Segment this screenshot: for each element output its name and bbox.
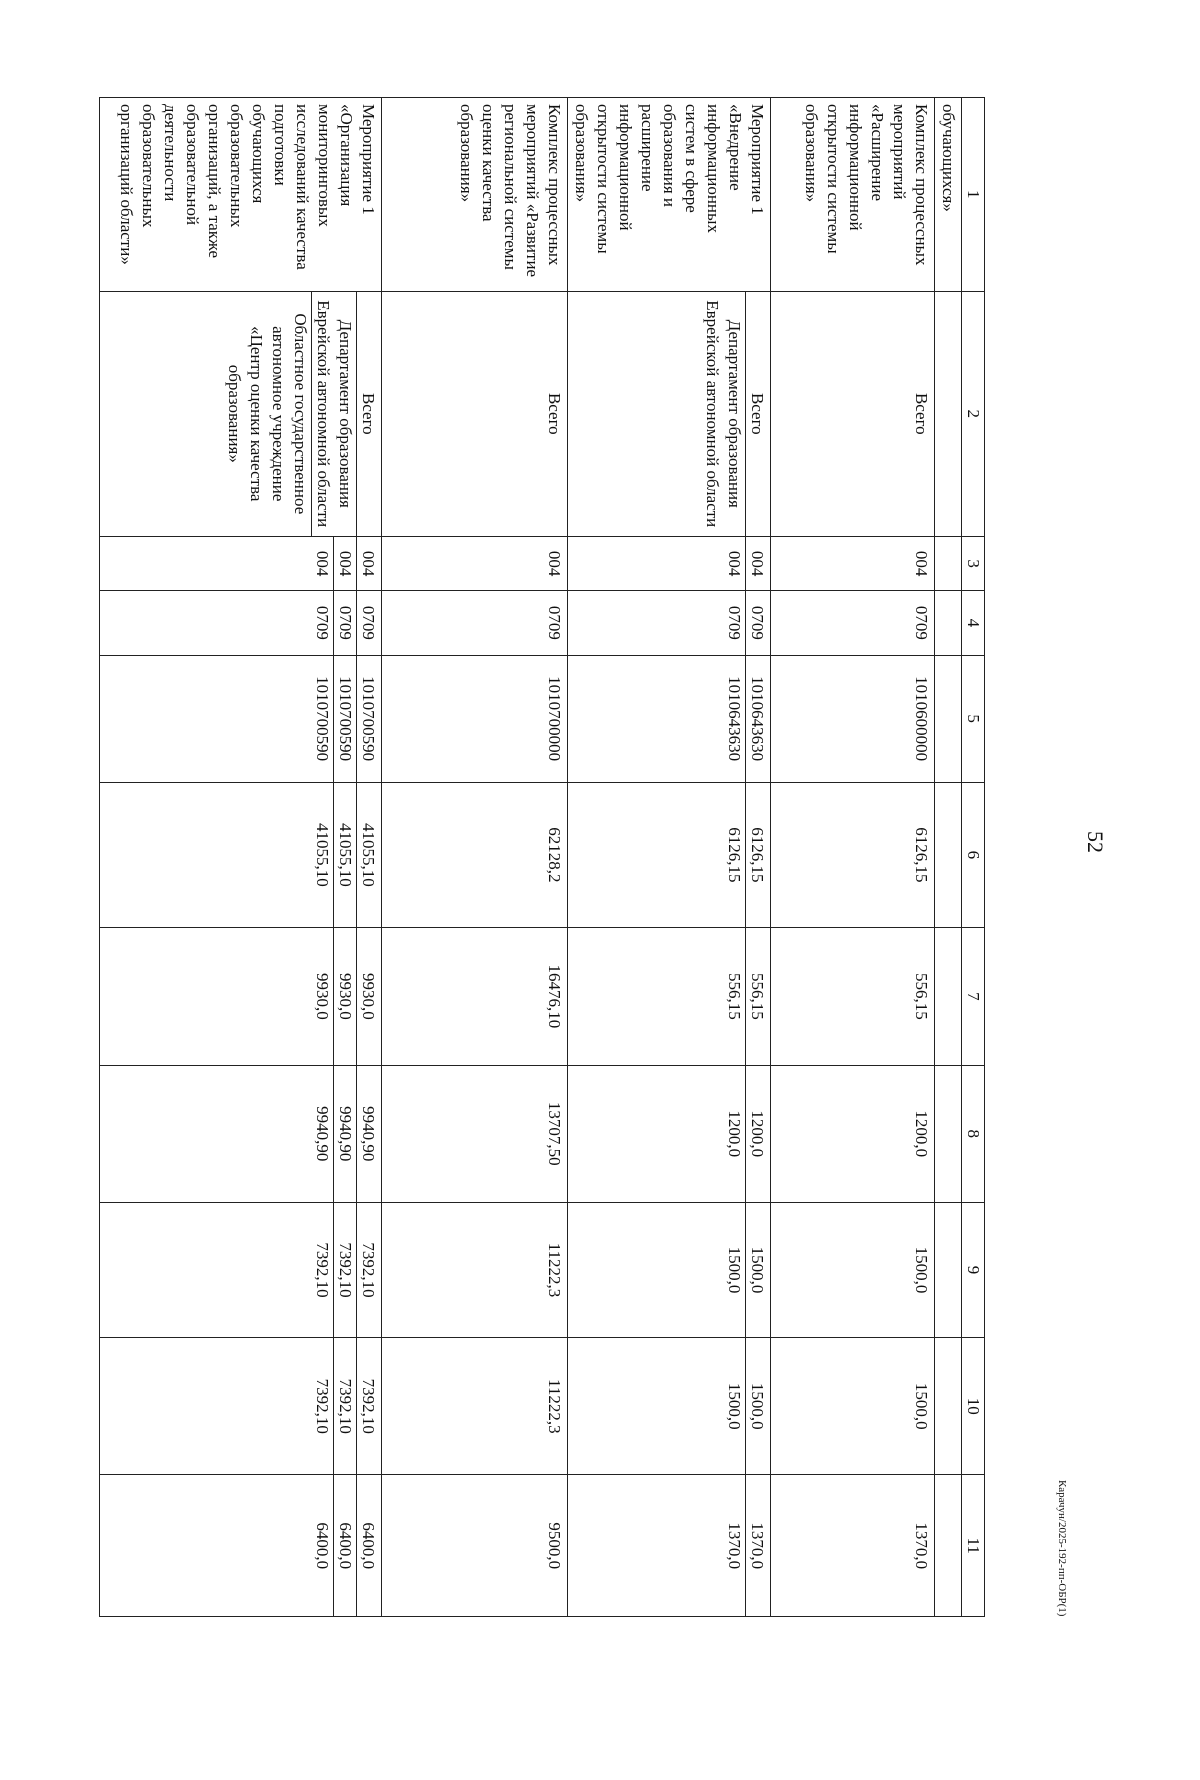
cell-year-5: 9500,0	[382, 1475, 568, 1617]
cell-year-4: 1500,0	[771, 1338, 935, 1475]
budget-table	[99, 97, 985, 1617]
cell-year-4	[100, 1338, 382, 1475]
sub-value: 1010643630	[723, 656, 746, 782]
sub-value: 7392,10	[311, 1338, 334, 1474]
col-header-2: 2	[962, 291, 985, 537]
cell-executor	[100, 291, 382, 537]
row-label: Комплекс процессных мероприятий «Расширение информационной открытости системы образования»	[771, 98, 935, 292]
sub-value: 9940,90	[334, 1066, 357, 1202]
sub-value: 1200,0	[723, 1066, 746, 1202]
col-header-11: 11	[962, 1475, 985, 1617]
cell-executor: Всего	[771, 291, 935, 537]
col-header-10: 10	[962, 1338, 985, 1475]
cell-year-1: 556,15	[771, 928, 935, 1065]
sub-value: 004	[334, 537, 357, 590]
cell-total	[100, 782, 382, 928]
row-label: Мероприятие 1 «Организация мониторинговых исследований качества подготовки обучающихся образовательных организаций, а также образовательной деятельности образовательных организаций области»	[100, 98, 382, 292]
cell-year-4	[568, 1338, 771, 1475]
sub-value: 9930,0	[359, 973, 378, 1020]
sub-value: 9940,90	[359, 1106, 378, 1162]
col-header-6: 6	[962, 782, 985, 928]
sub-value: 7392,10	[334, 1203, 357, 1337]
cell-year-1	[568, 928, 771, 1065]
sub-value: 7392,10	[334, 1338, 357, 1474]
cell-year-2	[568, 1065, 771, 1202]
budget-table-rotated	[99, 97, 985, 1617]
cell-year-1	[100, 928, 382, 1065]
sub-value: 004	[359, 550, 378, 577]
col-header-7: 7	[962, 928, 985, 1065]
sub-value: 7392,10	[311, 1203, 334, 1337]
cell-executor: Всего	[382, 291, 568, 537]
sub-value: 9930,0	[311, 928, 334, 1064]
sub-value: 0709	[723, 591, 746, 655]
sub-value: 6126,15	[748, 827, 767, 883]
sub-value: 556,15	[748, 973, 767, 1020]
sub-value: 9940,90	[311, 1066, 334, 1202]
document-footer: Карачун/2025-192-пп-ОБР(1)	[1056, 1480, 1068, 1617]
sub-value: 7392,10	[359, 1378, 378, 1434]
sub-value: 7392,10	[359, 1242, 378, 1298]
sub-value: 004	[723, 537, 746, 590]
cell-year-1: 16476,10	[382, 928, 568, 1065]
cell-year-3: 1500,0	[771, 1202, 935, 1337]
sub-value: 41055,10	[334, 783, 357, 928]
sub-value: 0709	[311, 591, 334, 655]
sub-value: 0709	[748, 605, 767, 640]
sub-value: 6126,15	[723, 783, 746, 928]
cell-rzpr: 0709	[771, 591, 935, 656]
cell-total	[568, 782, 771, 928]
row-label: обучающихся»	[935, 98, 962, 292]
sub-value: 41055,10	[359, 823, 378, 887]
table-row	[100, 98, 382, 1617]
sub-value: 6400,0	[359, 1522, 378, 1570]
sub-value: 1500,0	[748, 1246, 767, 1294]
sub-executor: Департамент образования Еврейской автономной области	[701, 292, 746, 537]
sub-value: 004	[748, 550, 767, 577]
page-number: 52	[1083, 831, 1108, 853]
table-row	[382, 98, 568, 1617]
sub-value: 1200,0	[748, 1110, 767, 1158]
sub-value: 6400,0	[334, 1475, 357, 1616]
cell-year-5: 1370,0	[771, 1475, 935, 1617]
cell-grbs: 004	[382, 537, 568, 591]
sub-value: 1370,0	[748, 1522, 767, 1570]
cell-csr: 1010600000	[771, 655, 935, 782]
sub-value: 556,15	[723, 928, 746, 1064]
sub-executor: Всего	[748, 392, 767, 435]
cell-rzpr	[100, 591, 382, 656]
cell-total: 62128,2	[382, 782, 568, 928]
cell-total: 6126,15	[771, 782, 935, 928]
sub-executor: Всего	[359, 392, 378, 435]
col-header-9: 9	[962, 1202, 985, 1337]
table-row	[771, 98, 935, 1617]
col-header-8: 8	[962, 1065, 985, 1202]
sub-executor: Областное государственное автономное учреждение «Центр оценки качества образования»	[223, 292, 312, 537]
table-row	[568, 98, 771, 1617]
sub-value: 004	[311, 537, 334, 590]
col-header-4: 4	[962, 591, 985, 656]
cell-year-2	[100, 1065, 382, 1202]
col-header-5: 5	[962, 655, 985, 782]
sub-value: 1500,0	[723, 1203, 746, 1337]
table-row-carry	[935, 98, 962, 1617]
cell-csr	[100, 655, 382, 782]
cell-csr	[568, 655, 771, 782]
sub-value: 0709	[359, 605, 378, 640]
sub-value: 1010700590	[311, 656, 334, 782]
row-label: Мероприятие 1 «Внедрение информационных систем в сфере образования и расширение информационной открытости системы образования»	[568, 98, 771, 292]
cell-grbs	[100, 537, 382, 591]
cell-year-4: 11222,3	[382, 1338, 568, 1475]
header-row	[962, 98, 985, 1617]
sub-value: 1010700590	[334, 656, 357, 782]
cell-executor	[568, 291, 771, 537]
sub-value: 1010700590	[359, 676, 378, 762]
col-header-3: 3	[962, 537, 985, 591]
sub-value: 1500,0	[748, 1382, 767, 1430]
cell-grbs: 004	[771, 537, 935, 591]
cell-year-3	[100, 1202, 382, 1337]
row-label: Комплекс процессных мероприятий «Развитие региональной системы оценки качества образования»	[382, 98, 568, 292]
cell-rzpr: 0709	[382, 591, 568, 656]
sub-value: 6400,0	[311, 1475, 334, 1616]
cell-year-3	[568, 1202, 771, 1337]
cell-rzpr	[568, 591, 771, 656]
sub-value: 1010643630	[748, 676, 767, 762]
cell-year-3: 11222,3	[382, 1202, 568, 1337]
cell-year-5	[100, 1475, 382, 1617]
cell-year-2: 1200,0	[771, 1065, 935, 1202]
sub-value: 9930,0	[334, 928, 357, 1064]
cell-csr: 1010700000	[382, 655, 568, 782]
cell-grbs	[568, 537, 771, 591]
sub-value: 1500,0	[723, 1338, 746, 1474]
sub-value: 0709	[334, 591, 357, 655]
cell-year-2: 13707,50	[382, 1065, 568, 1202]
sub-value: 1370,0	[723, 1475, 746, 1616]
col-header-1: 1	[962, 98, 985, 292]
sub-value: 41055,10	[311, 783, 334, 928]
sub-executor: Департамент образования Еврейской автономной области	[312, 292, 357, 537]
cell-year-5	[568, 1475, 771, 1617]
